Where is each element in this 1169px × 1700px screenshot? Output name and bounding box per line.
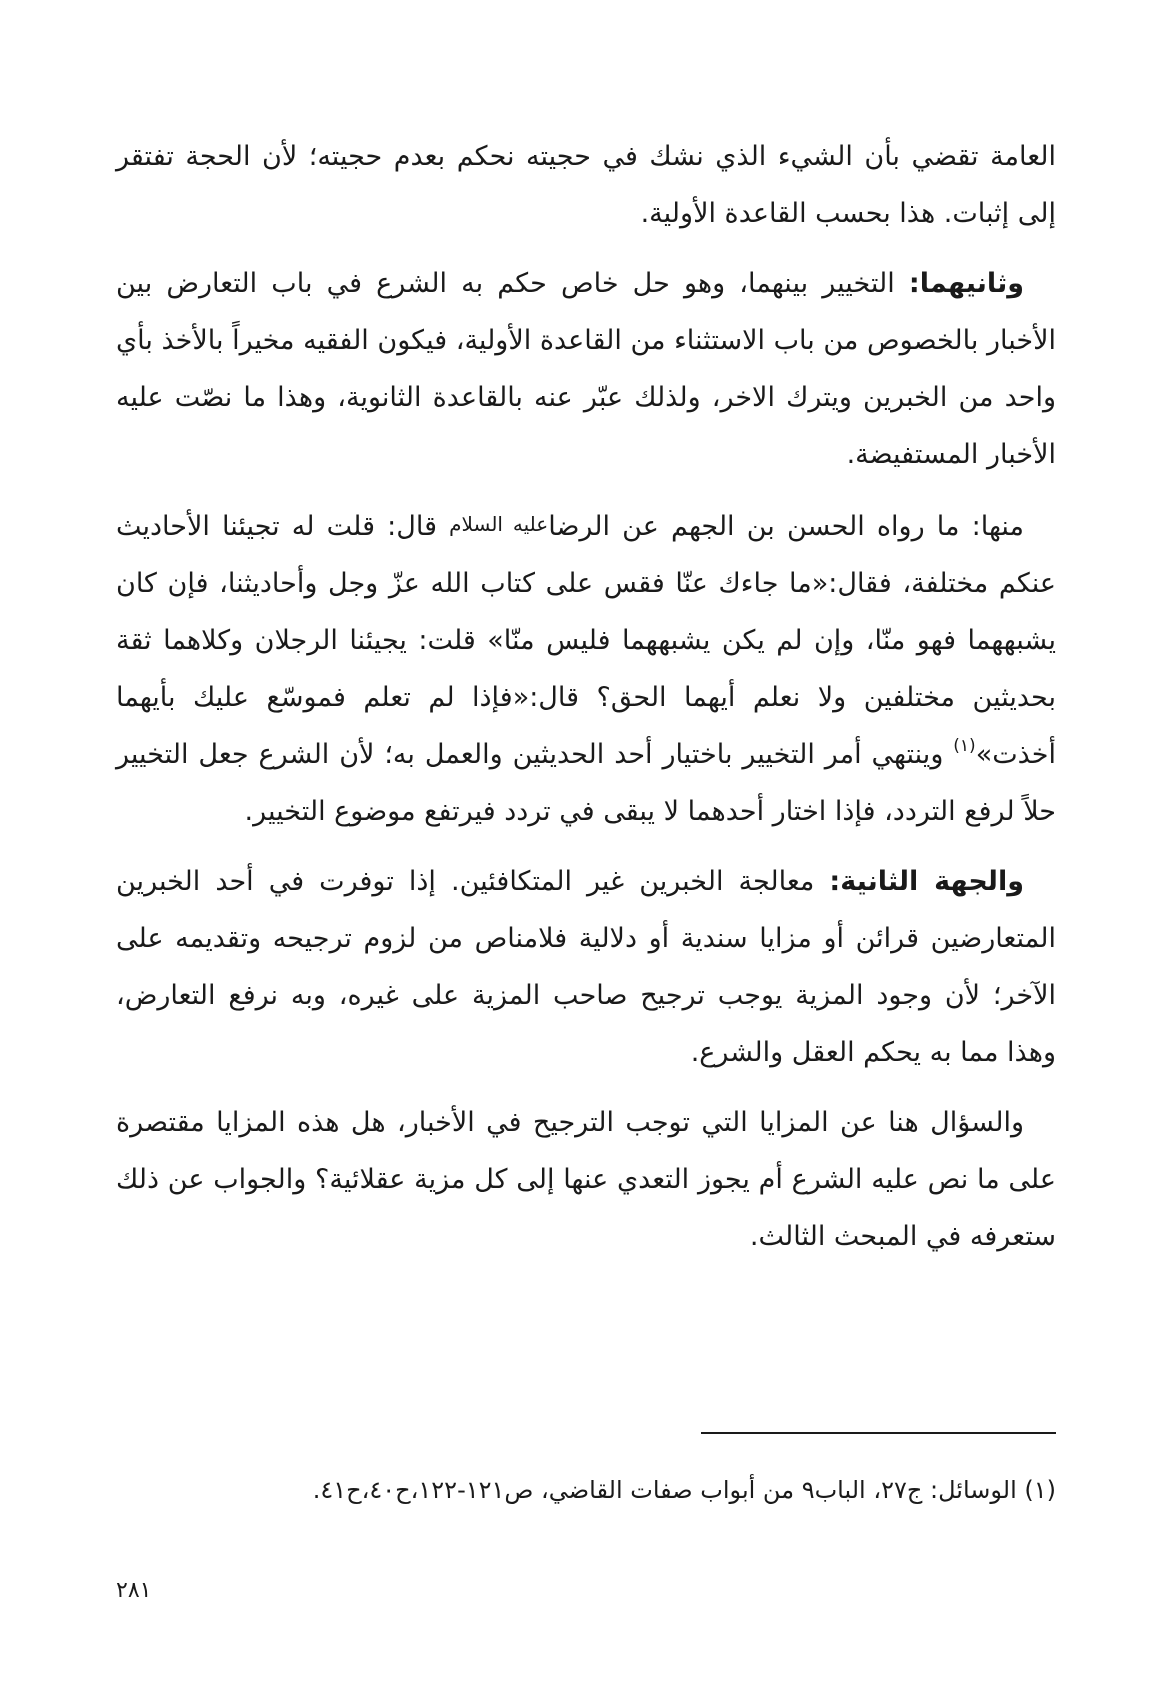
paragraph-5-text: والسؤال هنا عن المزايا التي توجب الترجيح في الأخبار، هل هذه المزايا مقتصرة على ما نص عليه الشرع أم يجوز التعدي عنها إلى كل مزية عقلائية؟ والجواب عن ذلك ستعرفه في المبحث الثالث. [116, 1107, 1056, 1252]
paragraph-3-text-middle: قال: قلت له تجيئنا الأحاديث عنكم مختلفة، فقال:«ما جاءك عنّا فقس على كتاب الله عزّ وجل وأحاديثنا، فإن كان يشبههما فهو منّا، وإن لم يكن يشبههما فليس منّا» قلت: يجيئنا الرجلان وكلاهما ثقة بحديثين مختلفين ولا نعلم أيهما الحق؟ قال:«فإذا لم تعلم فموسّع عليك بأيهما أخذت» [116, 511, 1056, 770]
paragraph-1 [116, 128, 1056, 242]
paragraph-4-text: معالجة الخبرين غير المتكافئين. إذا توفرت في أحد الخبرين المتعارضين قرائن أو مزايا سندية أو دلالية فلامناص من لزوم ترجيحه وتقديمه على الآخر؛ لأن وجود المزية يوجب ترجيح صاحب المزية على غيره، وبه نرفع التعارض، وهذا مما به يحكم العقل والشرع. [116, 866, 1056, 1068]
paragraph-3-text-before: منها: ما رواه الحسن بن الجهم عن الرضا [548, 511, 1024, 542]
honorific-ligature: عليه السلام [449, 512, 549, 536]
footnote: (١) الوسائل: ج٢٧، الباب٩ من أبواب صفات القاضي، ص١٢١-١٢٢،ح٤٠،ح٤١. [312, 1476, 1056, 1504]
paragraph-3 [116, 496, 1056, 840]
page-number: ٢٨١ [116, 1578, 152, 1603]
body-text [116, 128, 1056, 1265]
paragraph-4-lead: والجهة الثانية: [829, 866, 1024, 897]
footnote-divider [701, 1432, 1056, 1434]
footnote-reference: (١) [953, 736, 976, 756]
paragraph-4 [116, 853, 1056, 1081]
paragraph-1-text: العامة تقضي بأن الشيء الذي نشك في حجيته نحكم بعدم حجيته؛ لأن الحجة تفتقر إلى إثبات. هذا بحسب القاعدة الأولية. [116, 141, 1056, 229]
paragraph-2 [116, 255, 1056, 483]
paragraph-2-text: التخيير بينهما، وهو حل خاص حكم به الشرع في باب التعارض بين الأخبار بالخصوص من باب الاستثناء من القاعدة الأولية، فيكون الفقيه مخيراً بالأخذ بأي واحد من الخبرين ويترك الاخر، ولذلك عبّر عنه بالقاعدة الثانوية، وهذا ما نصّت عليه الأخبار المستفيضة. [116, 268, 1056, 470]
paragraph-5 [116, 1094, 1056, 1265]
paragraph-3-text-after: وينتهي أمر التخيير باختيار أحد الحديثين والعمل به؛ لأن الشرع جعل التخيير حلاً لرفع التردد، فإذا اختار أحدهما لا يبقى في تردد فيرتفع موضوع التخيير. [116, 739, 1056, 827]
paragraph-2-lead: وثانيهما: [908, 268, 1024, 299]
